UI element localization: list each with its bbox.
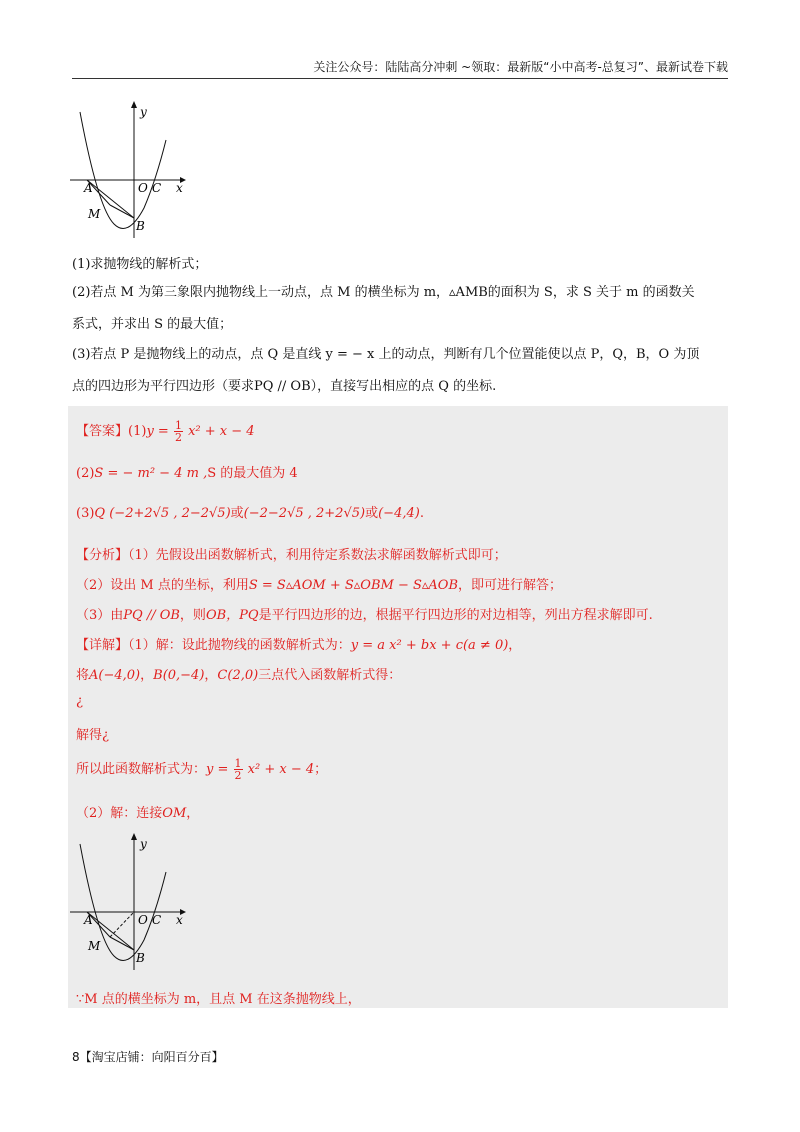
page-footer: 8【淘宝店铺：向阳百分百】 <box>72 1050 224 1064</box>
parabola-figure-2 <box>70 832 200 972</box>
y-axis-label: y <box>140 837 147 851</box>
y-axis-label: y <box>140 105 147 119</box>
fraction-half-2: $\frac{1}{2}$ <box>234 757 242 782</box>
analysis-line-3: （3）由PQ // OB，则OB，PQ是平行四边形的边，根据平行四边形的对边相等，列出方程求解即可. <box>76 608 653 623</box>
detail-line-2: 将A(−4,0)，B(0,−4)，C(2,0)三点代入函数解析式得： <box>76 668 402 683</box>
question-3-line-2: 点的四边形为平行四边形（要求PQ // OB），直接写出相应的点 Q 的坐标. <box>72 379 497 394</box>
x-axis-label: x <box>176 913 183 927</box>
fraction-half: $\frac{1}{2}$ <box>174 419 182 444</box>
question-3-line-1: (3)若点 P 是抛物线上的动点，点 Q 是直线 y = − x 上的动点，判断有几个位置能使以点 P，Q，B，O 为顶 <box>72 347 700 362</box>
detail-line-6: （2）解：连接OM， <box>76 806 200 821</box>
page-header: 关注公众号：陆陆高分冲刺 ~领取：最新版“小中高考-总复习”、最新试卷下载 <box>72 58 728 79</box>
detail-line-1: 【详解】（1）解：设此抛物线的函数解析式为：y = a x² + bx + c(a ≠ 0)， <box>76 638 522 653</box>
parabola-figure-1 <box>70 100 200 240</box>
point-a-label: A <box>84 181 93 195</box>
answer-line-1: 【答案】(1)y = $\frac{1}{2}$ x² + x − 4 <box>76 419 255 444</box>
point-a-label: A <box>84 913 93 927</box>
answer-line-2: (2)S = − m² − 4 m ,S 的最大值为 4 <box>76 466 298 481</box>
detail-line-5: 所以此函数解析式为：y = $\frac{1}{2}$ x² + x − 4； <box>76 757 328 782</box>
answer-line-3: (3)Q (−2+2√5 , 2−2√5)或(−2−2√5 , 2+2√5)或(−4,4). <box>76 506 424 521</box>
detail-line-4: 解得¿ <box>76 728 109 743</box>
origin-label: O <box>138 913 148 927</box>
question-2-line-2: 系式，并求出 S 的最大值； <box>72 317 233 332</box>
x-axis-label: x <box>176 181 183 195</box>
point-b-label: B <box>136 951 145 965</box>
point-c-label: C <box>152 181 162 195</box>
question-2-line-1: (2)若点 M 为第三象限内抛物线上一动点，点 M 的横坐标为 m，▵AMB的面积为 S，求 S 关于 m 的函数关 <box>72 285 695 300</box>
point-m-label: M <box>88 207 101 221</box>
detail-line-7: ∵M 点的横坐标为 m，且点 M 在这条抛物线上， <box>76 992 361 1007</box>
detail-line-3: ¿ <box>76 694 83 709</box>
point-c-label: C <box>152 913 162 927</box>
point-m-label: M <box>88 939 101 953</box>
point-b-label: B <box>136 219 145 233</box>
analysis-line-2: （2）设出 M 点的坐标，利用S = S▵AOM + S▵OBM − S▵AOB，即可进行解答； <box>76 578 563 593</box>
origin-label: O <box>138 181 148 195</box>
analysis-line-1: 【分析】（1）先假设出函数解析式，利用待定系数法求解函数解析式即可； <box>76 548 507 563</box>
question-1: (1)求抛物线的解析式； <box>72 257 208 272</box>
